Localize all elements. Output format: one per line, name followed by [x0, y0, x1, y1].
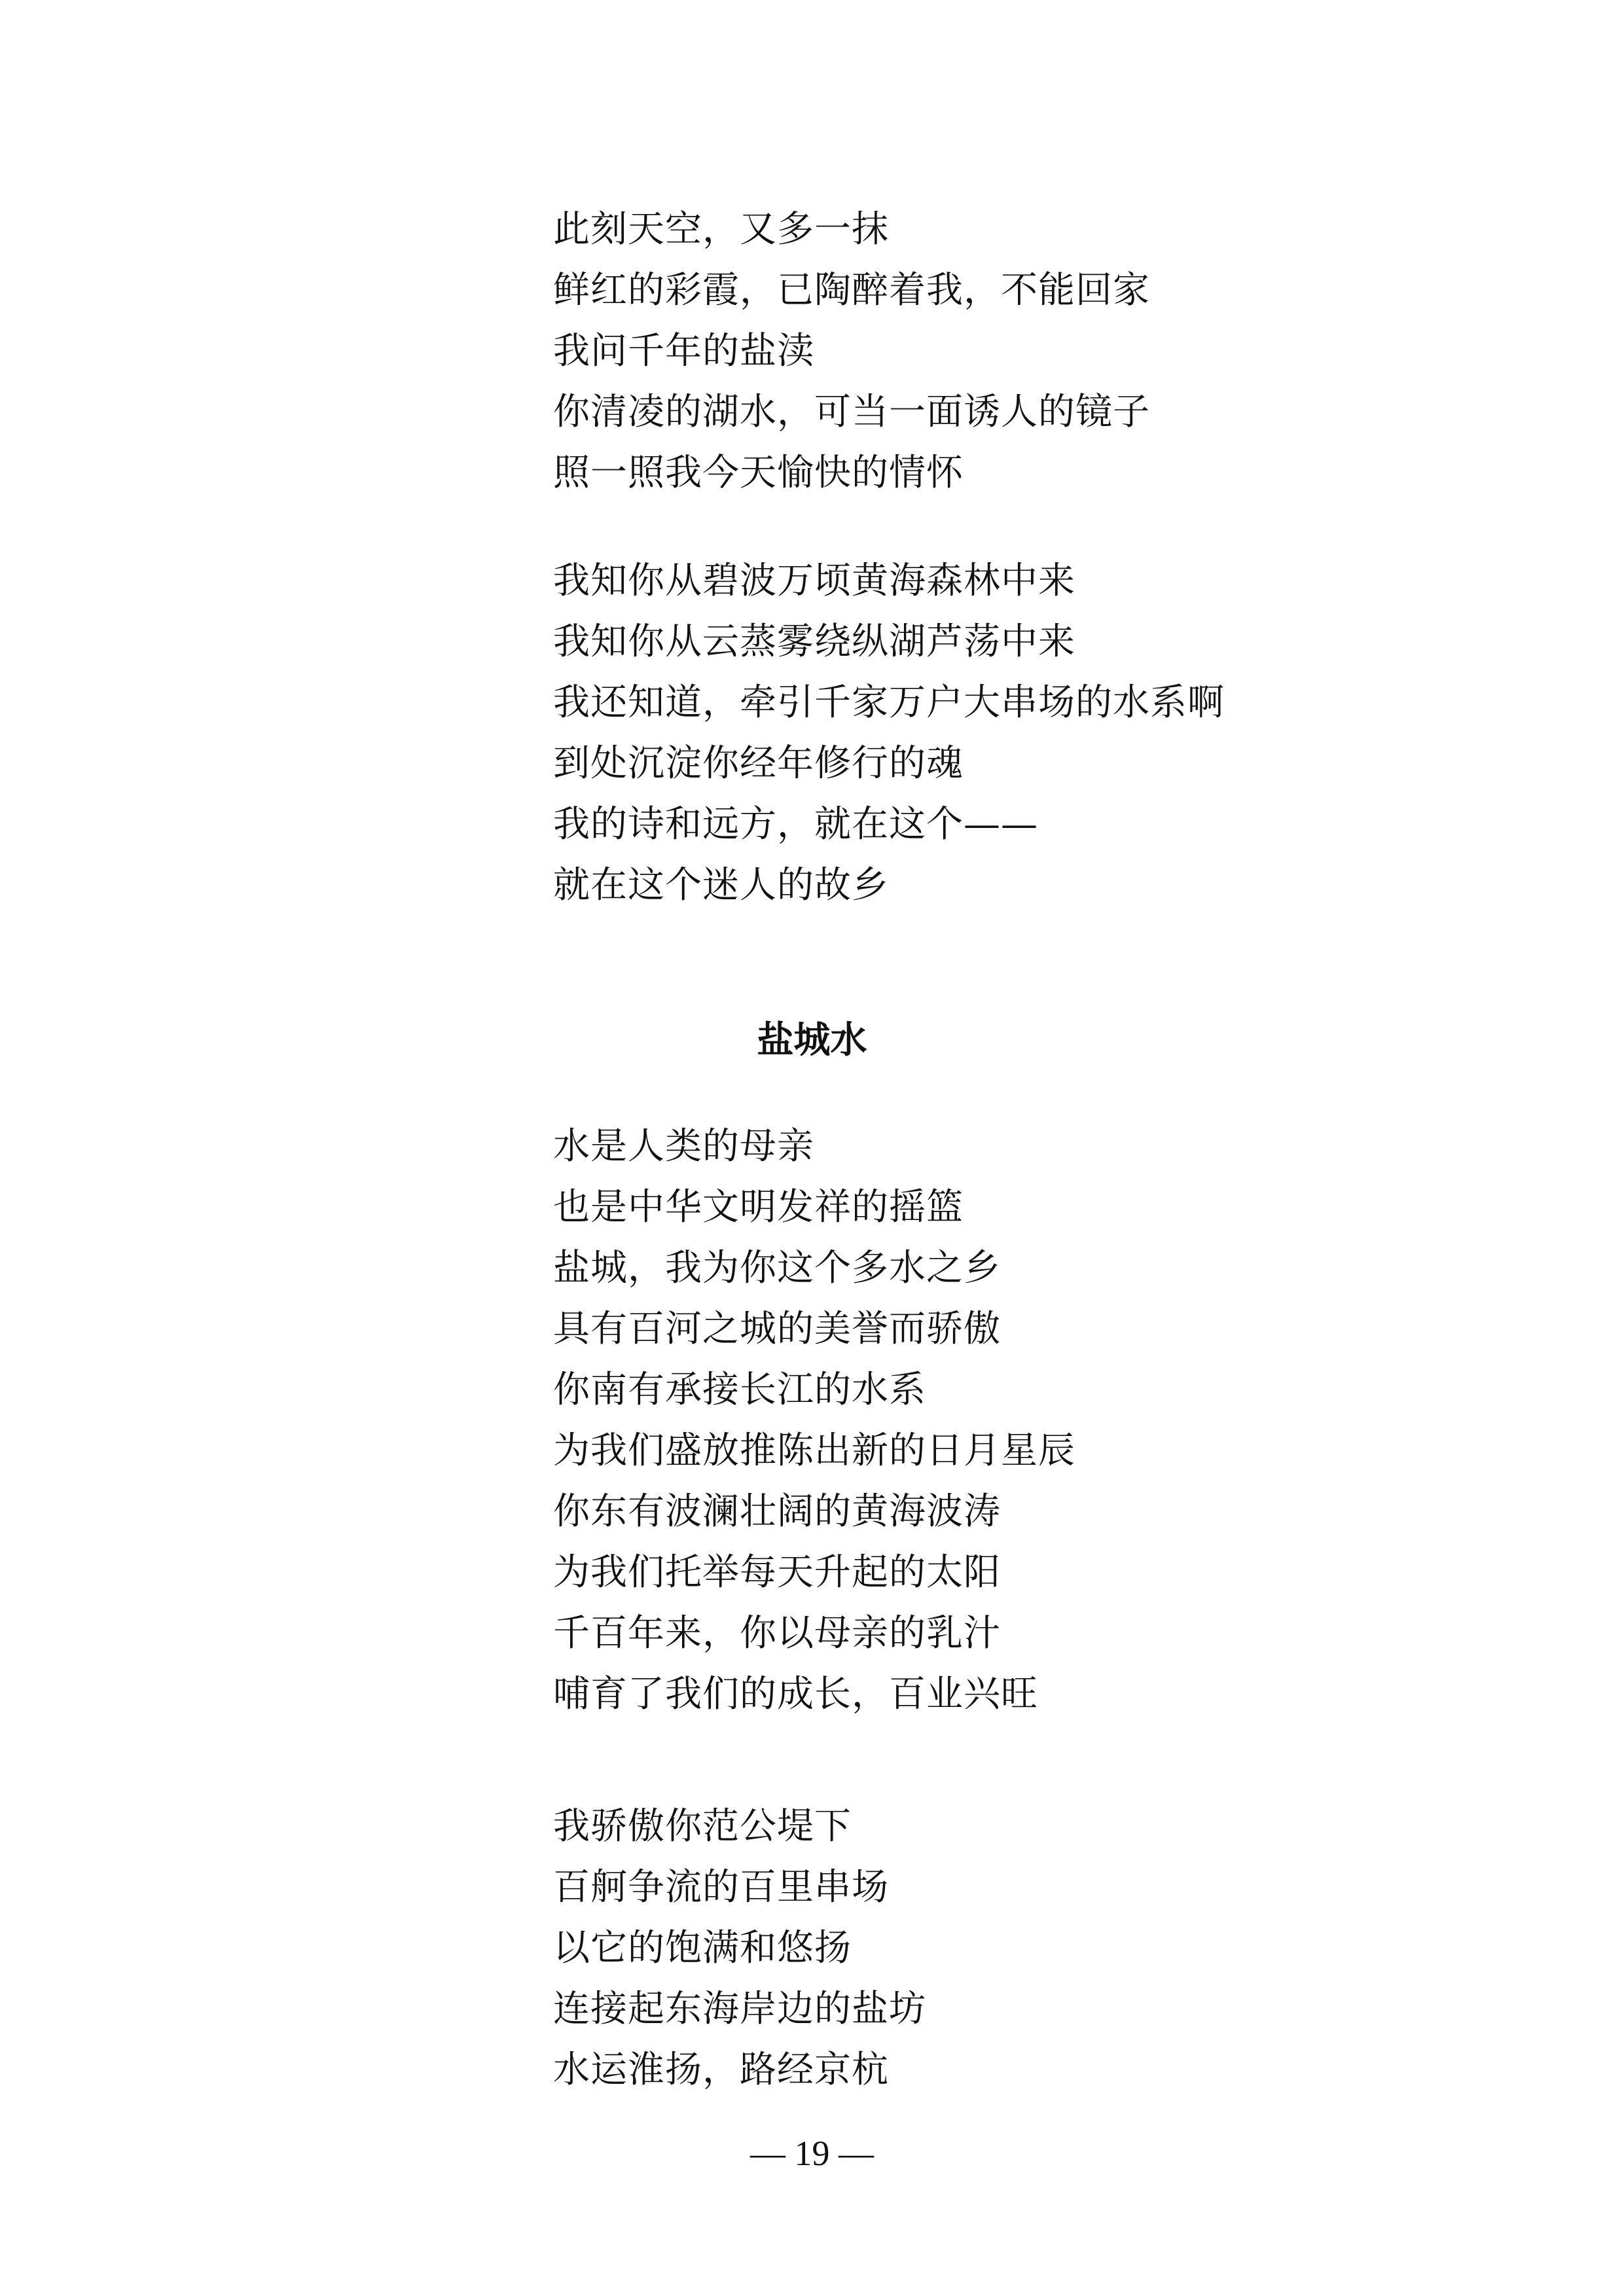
poem-line: 具有百河之城的美誉而骄傲 — [553, 1308, 1001, 1350]
poem-title: 盐城水 — [757, 1019, 867, 1062]
stanza-previous-poem-1 — [553, 199, 1470, 503]
poem-line: 我的诗和远方，就在这个—— — [553, 803, 1038, 846]
poem-line: 为我们托举每天升起的太阳 — [553, 1551, 1001, 1594]
stanza-previous-poem-2 — [553, 550, 1470, 916]
page-number: — 19 — — [750, 2134, 874, 2173]
poem-line: 千百年来，你以母亲的乳汁 — [553, 1612, 1001, 1655]
poem-line: 你南有承接长江的水系 — [553, 1369, 926, 1411]
poem-line: 百舸争流的百里串场 — [553, 1866, 889, 1909]
poem-line: 我骄傲你范公堤下 — [553, 1805, 852, 1848]
poem-line: 也是中华文明发祥的摇篮 — [553, 1186, 964, 1229]
stanza-poem-2 — [553, 1796, 1470, 2100]
poem-line: 水运淮扬，路经京杭 — [553, 2049, 889, 2091]
poem-line: 照一照我今天愉快的情怀 — [553, 452, 964, 494]
poem-line: 水是人类的母亲 — [553, 1125, 814, 1168]
poem-line: 我知你从云蒸雾绕纵湖芦荡中来 — [553, 620, 1075, 663]
poem-line: 就在这个迷人的故乡 — [553, 864, 889, 906]
stanza-poem-1 — [553, 1116, 1470, 1725]
poem-line: 以它的饱满和悠扬 — [553, 1927, 852, 1969]
poem-line: 我知你从碧波万顷黄海森林中来 — [553, 560, 1075, 602]
poem-line: 你清凌的湖水，可当一面诱人的镜子 — [553, 391, 1150, 433]
poem-line: 此刻天空，又多一抹 — [553, 208, 889, 251]
poem-line: 你东有波澜壮阔的黄海波涛 — [553, 1490, 1001, 1533]
poem-line: 我问千年的盐渎 — [553, 330, 814, 372]
poem-line: 连接起东海岸边的盐坊 — [553, 1988, 926, 2030]
poem-line: 盐城，我为你这个多水之乡 — [553, 1247, 1001, 1289]
poem-line: 到处沉淀你经年修行的魂 — [553, 742, 964, 785]
poem-line: 鲜红的彩霞，已陶醉着我，不能回家 — [553, 269, 1150, 312]
poem-line: 我还知道，牵引千家万户大串场的水系啊 — [553, 681, 1225, 724]
poem-line: 哺育了我们的成长，百业兴旺 — [553, 1673, 1038, 1715]
poem-line: 为我们盛放推陈出新的日月星辰 — [553, 1429, 1075, 1472]
